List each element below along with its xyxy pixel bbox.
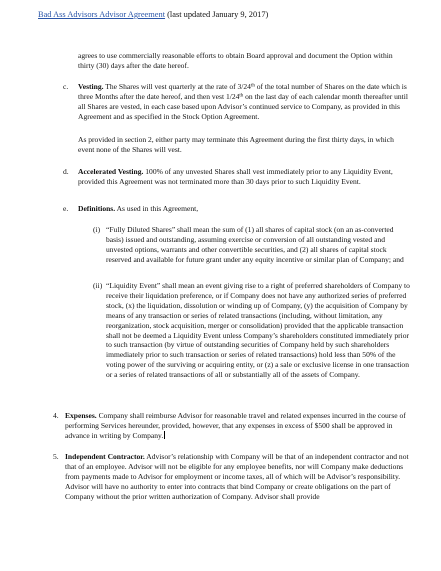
section-4-expenses: Expenses. Company shall reimburse Advisor for reasonable travel and related expenses incurred in the course of performing Services hereunder, provided, however, that any expenses in excess of $500 shall be approved in advance in writing by Company. — [65, 411, 406, 440]
agreement-title-link[interactable]: Bad Ass Advisors Advisor Agreement — [38, 10, 166, 19]
section-c-label: c. — [63, 82, 69, 91]
page-header — [38, 10, 268, 19]
definition-ii-label: (ii) — [93, 281, 103, 290]
section-4-heading: Expenses. — [65, 411, 97, 420]
section-e-definitions: Definitions. As used in this Agreement, — [78, 204, 199, 213]
section-c-vesting-text: Vesting. The Shares will vest quarterly at the rate of 3/24th of the total number of Shares on the date which is three Months after the date hereof, and then vest 1/24th on the last day of each calendar month thereafter until all Shares are vested, in each case based upon Advisor’s continued service to Company, as provided in this Agreement and as specified in the Stock Option Agreement. — [78, 82, 408, 121]
definition-fully-diluted-shares: “Fully Diluted Shares” shall mean the sum of (1) all shares of capital stock (on an as-converted basis) issued and outstanding, assuming exercise or conversion of all outstanding vested and unvested options, warrants and other convertible securities, and (2) all shares of capital stock reserved and available for future grant under any equity incentive or similar plan of Company; and — [106, 225, 404, 264]
section-d-heading: Accelerated Vesting. — [78, 167, 144, 176]
section-c-termination-note: As provided in section 2, either party may terminate this Agreement during the first thirty days, in which event none of the Shares will vest. — [78, 135, 394, 154]
section-d-accelerated-vesting: Accelerated Vesting. 100% of any unvested Shares shall vest immediately prior to any Liquidity Event, provided this Agreement was not terminated more than 30 days prior to such Liquidity Event. — [78, 167, 393, 186]
section-e-label: e. — [63, 204, 69, 213]
section-5-heading: Independent Contractor. — [65, 452, 145, 461]
text-cursor — [164, 431, 165, 439]
section-c-heading: Vesting. — [78, 82, 104, 91]
section-e-heading: Definitions. — [78, 204, 116, 213]
section-5-independent-contractor: Independent Contractor. Advisor’s relationship with Company will be that of an independent contractor and not that of an employee. Advisor will not be eligible for any employee benefits, nor will Company make deductions from payments made to Advisor for employment or income taxes, all of which will be Advisor’s responsibility. Advisor will have no authority to enter into contracts that bind Company or create obligations on the part of Company without the prior written authorization of Company. Advisor shall provide — [65, 452, 409, 501]
definition-i-label: (i) — [93, 225, 101, 234]
section-b-continuation: agrees to use commercially reasonable efforts to obtain Board approval and document the Option within thirty (30) days after the date hereof. — [78, 51, 393, 70]
last-updated-note: (last updated January 9, 2017) — [167, 10, 269, 19]
section-5-label: 5. — [53, 452, 59, 461]
section-d-label: d. — [63, 167, 69, 176]
section-4-label: 4. — [53, 411, 59, 420]
definition-liquidity-event: “Liquidity Event” shall mean an event giving rise to a right of preferred shareholders of Company to receive their liquidation preference, or if Company does not have any authorized series of preferred stock, (x) the liquidation, dissolution or winding up of Company, (y) the acquisition of Company by means of any transaction or series of related transactions (including, without limitation, any reorganization, stock acquisition, merger or consolidation) provided that the applicable transaction shall not be deemed a Liquidity Event unless Company’s shareholders constituted immediately prior to such transaction (by virtue of outstanding securities of Company held by such shareholders immediately prior to such transaction or series of related transactions) hold less than 50% of the voting power of the surviving or acquiring entity, or (z) a sale or exclusive license in one transaction or a series of related transactions of all or substantially all of the assets of Company. — [106, 281, 410, 380]
